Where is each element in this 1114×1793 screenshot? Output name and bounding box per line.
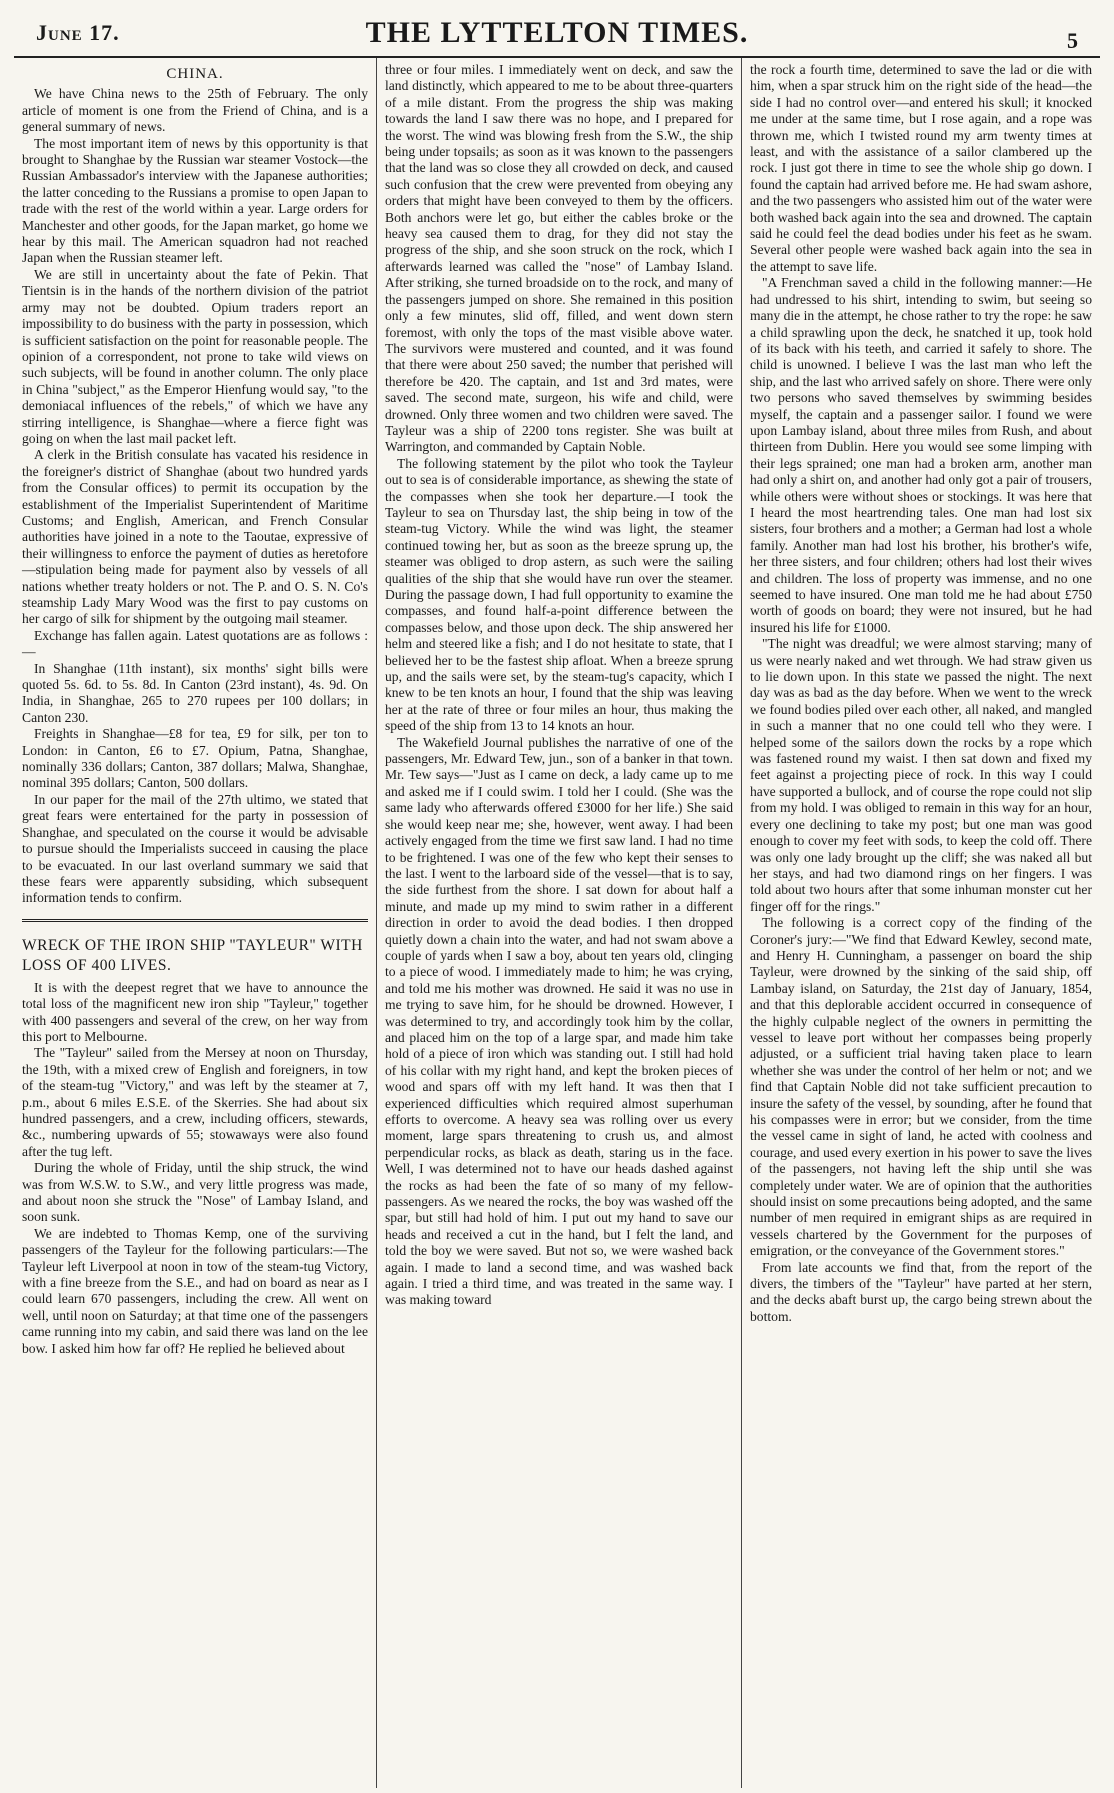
issue-date: June 17. (36, 20, 120, 45)
china-paragraph: We have China news to the 25th of February. The only article of moment is one from the Friend of China, and is a general summary of news. (22, 86, 368, 135)
china-article (22, 86, 368, 906)
china-paragraph: A clerk in the British consulate has vacated his residence in the foreigner's district of Shanghae (about two hundred yards from the Consular offices) to permit its occupation by the establishment of the Imperialist Superintendent of Maritime Customs; and English, American, and French Consular authorities have joined in a note to the Taoutae, expressive of their willingness to enforce the payment of duties as heretofore—stipulation being made for payment also by vessels of all nations whether treaty holders or not. The P. and O. S. N. Co's steamship Lady Mary Wood was the first to pay customs on her cargo of silk for shipment by the outgoing mail steamer. (22, 447, 368, 627)
column-3 (741, 58, 1100, 1788)
china-paragraph: The most important item of news by this opportunity is that brought to Shanghae by the Russian war steamer Vostock—the Russian Ambassador's interview with the Japanese authorities; the latter conceding to the Russians a promise to open Japan to trade with the rest of the world within a year. Large orders for Manchester and other goods, for the Japan market, go home we hear by this mail. The American squadron had not reached Japan when the Russian steamer left. (22, 135, 368, 266)
wreck-paragraph: three or four miles. I immediately went on deck, and saw the land distinctly, which appeared to me to be about three-quarters of a mile distant. From the progress the ship was making towards the land I saw there was no hope, and I prepared for the worst. The wind was blowing fresh from the S.W., the ship being under topsails; as soon as it was known to the passengers that the land was so close they all crowded on deck, and caused such confusion that the crew were prevented from obeying any orders that might have been conveyed to them by the officers. Both anchors were let go, but either the cables broke or the heavy sea caused them to drag, for they did not stay the progress of the ship, and she soon struck on the rock, which I afterwards learned was called the "nose" of Lambay Island. After striking, she turned broadside on to the rock, and many of the passengers jumped on shore. She remained in this position only a few minutes, slid off, filled, and went down stern foremost, with only the tops of the mast visible above water. The survivors were mustered and counted, and it was found that there were about 250 saved; the number that perished will therefore be 420. The captain, and 1st and 3rd mates, were saved. The second mate, surgeon, his wife and child, were drowned. Only three women and two children were saved. The Tayleur was a ship of 2200 tons register. She was built at Warrington, and commanded by Captain Noble. (385, 62, 733, 455)
china-paragraph: We are still in uncertainty about the fate of Pekin. That Tientsin is in the hands of the northern division of the patriot army may not be doubted. Opium traders report an impossibility to do business with the party in possession, which is sufficient satisfaction on the point for reasonable people. The opinion of a correspondent, not prone to take wild views on such subjects, will be found in another column. The only place in China "subject," as the Emperor Hienfung would say, "to the demoniacal influences of the rebels," of which we have any stirring intelligence, is Shanghae—where a fierce fight was going on when the last mail packet left. (22, 266, 368, 446)
page-number: 5 (1067, 28, 1078, 53)
china-paragraph: Exchange has fallen again. Latest quotations are as follows :— (22, 627, 368, 660)
wreck-paragraph: the rock a fourth time, determined to save the lad or die with him, when a spar struck him on the right side of the head—the side I had no control over—and entered his skull; it knocked me under at the same time, but I rose again, and a rope was thrown me, which I twisted round my arm twenty times at least, and with the assistance of a sailor clambered up the rock. I just got there in time to see the whole ship go down. I found the captain had arrived before me. He had swam ashore, and the two passengers who assisted him out of the water were both washed back again into the sea and drowned. The captain said he could feel the dead bodies under his feet as he swam. Several other people were washed back again into the sea in the attempt to save life. (750, 62, 1092, 274)
wreck-paragraph: The following statement by the pilot who took the Tayleur out to sea is of considerable importance, as shewing the state of the compasses when she took her departure.—I took the Tayleur to sea on Thursday last, the ship being in tow of the steam-tug Victory. While the wind was light, the steamer continued towing her, but as soon as the breeze sprung up, the steamer was obliged to drop astern, as such were the sailing qualities of the ship that she would have run over the steamer. During the passage down, I had full opportunity to examine the compasses, and found half-a-point difference between the compasses below, and those upon deck. The ship answered her helm and steered like a fish; and I do not hesitate to state, that I believed her to be the fastest ship afloat. When a breeze sprung up, and the sails were set, by the steam-tug's capacity, which I knew to be ten knots an hour, I found that the ship was leaving her at the rate of three or four miles an hour, thus making the speed of the ship from 13 to 14 knots an hour. (385, 455, 733, 734)
wreck-paragraph: We are indebted to Thomas Kemp, one of the surviving passengers of the Tayleur for the following particulars:—The Tayleur left Liverpool at noon in tow of the steam-tug Victory, with a fine breeze from the S.E., and had on board as near as I could learn 670 passengers, including the crew. All went on well, until noon on Saturday; at that time one of the passengers came running into my cabin, and said there was land on the lee bow. I asked him how far off? He replied he believed about (22, 1225, 368, 1356)
china-paragraph: In Shanghae (11th instant), six months' sight bills were quoted 5s. 6d. to 5s. 8d. In Canton (23rd instant), 4s. 9d. On India, in Shanghae, 265 to 270 rupees per 100 dollars; in Canton 230. (22, 660, 368, 725)
wreck-paragraph: The "Tayleur" sailed from the Mersey at noon on Thursday, the 19th, with a mixed crew of English and foreigners, in tow of the steam-tug "Victory," and was left by the steamer at 7, p.m., about 6 miles E.S.E. of the Skerries. She had about six hundred passengers, and a crew, including officers, stewards, &c., numbering upwards of 55; stowaways were also found after the tug left. (22, 1045, 368, 1159)
wreck-paragraph: From late accounts we find that, from the report of the divers, the timbers of the "Tayleur" have parted at her stern, and the decks abaft burst up, the cargo being strewn about the bottom. (750, 1259, 1092, 1324)
wreck-paragraph: "The night was dreadful; we were almost starving; many of us were nearly naked and wet through. We had straw given us to lie down upon. In this state we passed the night. The next day was as bad as the day before. When we went to the wreck we found bodies piled over each other, all naked, and mangled in such a manner that no one could tell who they were. I helped some of the sailors down the rocks by a rope which was fastened round my waist. I then sat down and fixed my feet against a projecting piece of rock. In this way I could have supported a bullock, and of course the rope could not slip from my hold. I was obliged to remain in this way for an hour, every one declining to take my post; but one man was good enough to cover my feet with sods, to keep the cold off. There was only one lady brought up the cliff; she was naked all but her stays, and had two diamond rings on her fingers. I was told about two hours after that some inhuman monster cut her finger off for the rings." (750, 636, 1092, 914)
wreck-article-part-1 (22, 980, 368, 1357)
wreck-paragraph: It is with the deepest regret that we have to announce the total loss of the magnificent new iron ship "Tayleur," together with 400 passengers and several of the crew, on her way from this port to Melbourne. (22, 979, 368, 1044)
wreck-paragraph: The following is a correct copy of the finding of the Coroner's jury:—"We find that Edward Kewley, second mate, and Henry H. Cunningham, a passenger on board the ship Tayleur, were drowned by the sinking of the said ship, off Lambay island, on Saturday, the 21st day of January, 1854, and that this deplorable accident occurred in consequence of the highly culpable neglect of the owners in permitting the vessel to leave port without her compasses being properly adjusted, or a sufficient trial having taken place to learn whether she was under the control of her helm or not; and we find that Captain Noble did not take sufficient precaution to insure the safety of the vessel, by sounding, after he found that his compasses were in error; but we consider, from the time the vessel came in sight of land, he acted with coolness and courage, and used every exertion in his power to save the lives of the passengers, not having left the ship until she was completely under water. We are of opinion that the authorities should insist on some precautions being adopted, and the same number of men required in emigrant ships as are required in vessels chartered by the Government for the purposes of emigration, or the conveyance of the Government stores." (750, 915, 1092, 1259)
china-heading: CHINA. (166, 66, 224, 82)
china-paragraph: Freights in Shanghae—£8 for tea, £9 for silk, per ton to London: in Canton, £6 to £7. Opium, Patna, Shanghae, nominally 336 dollars; Canton, 387 dollars; Malwa, Shanghae, nominal 395 dollars; Canton, 500 dollars. (22, 726, 368, 791)
columns (14, 58, 1100, 1788)
section-divider (22, 919, 368, 926)
column-1 (14, 58, 376, 1788)
china-paragraph: In our paper for the mail of the 27th ultimo, we stated that great fears were entertained for the party in possession of Shanghae, and speculated on the course it would be advisable to pursue should the Imperialists succeed in causing the place to be evacuated. In our last overland summary we said that these fears were apparently subsiding, which subsequent information tends to confirm. (22, 791, 368, 906)
masthead (14, 6, 1100, 58)
wreck-heading: WRECK OF THE IRON SHIP "TAYLEUR" WITH LOSS OF 400 LIVES. (22, 936, 363, 974)
wreck-paragraph: The Wakefield Journal publishes the narrative of one of the passengers, Mr. Edward Tew, jun., son of a banker in that town. Mr. Tew says—"Just as I came on deck, a lady came up to me and asked me if I could swim. I told her I could. (She was the same lady who afterwards offered £3000 for her life.) She said she would keep near me; she, however, went away. I had been actively engaged from the time we first saw land. I had no time to be frightened. I was one of the few who kept their senses to the last. I went to the larboard side of the vessel—that is to say, the side furthest from the shore. I sat down for about half a minute, and made up my mind to swim rather in a different direction in order to avoid the dead bodies. I then dropped quietly down a chain into the water, and had not swam above a couple of yards when I saw a boy, about ten years old, clinging to a piece of wood. I immediately made to him; he was crying, and told me his mother was drowned. He said it was no use in me trying to save him, for he should be drowned. However, I was determined to try, and accordingly took him by the collar, and placed him on the top of a large spar, and made him take hold of a piece of iron which was standing out. I still had hold of his collar with my right hand, and kept the broken pieces of wood and spars off with my left hand. It was then that I experienced difficulties which required almost superhuman efforts to overcome. A heavy sea was rolling over us every moment, large spars threatening to crush us, and almost perpendicular rocks, as black as death, staring us in the face. Well, I was determined not to have our heads dashed against the rocks as had been the fate of so many of my fellow-passengers. As we neared the rocks, the boy was washed off the spar, but still had hold of him. I put out my hand to save our heads and received a cut in the hand, but I felt the land, and told the boy we were saved. But not so, we were washed back again. I made to land a second time, and was washed back again. I tried a third time, and was treated in the same way. I was making toward (385, 734, 733, 1308)
column-2 (376, 58, 741, 1788)
wreck-paragraph: "A Frenchman saved a child in the following manner:—He had undressed to his shirt, intending to swim, but seeing so many die in the attempt, he chose rather to try the rope: he saw a child sprawling upon the deck, he snatched it up, took hold of its back with his teeth, and carried it safely to shore. The child is unowned. I believe I was the last man who left the ship, and the last who arrived safely on shore. There were only two persons who saved themselves by swimming besides myself, the captain and a passenger sailor. I found we were upon Lambay island, about three miles from Rush, and about thirteen from Dublin. Here you would see some limping with their legs sprained; one man had a broken arm, another man had only a shirt on, and another had only got a pair of trousers, while others were without shoes or stockings. It was here that I heard the most heartrending tales. One man had lost six sisters, four brothers and a mother; a German had lost a whole family. Another man had lost his brother, his brother's wife, her three sisters, and four children; others had lost their wives and children. The loss of property was immense, and no one seemed to have insured. One man told me he had about £750 worth of goods on board; they were not insured, but he had insured his life for £1000. (750, 275, 1092, 635)
newspaper-title: THE LYTTELTON TIMES. (365, 16, 749, 49)
wreck-paragraph: During the whole of Friday, until the ship struck, the wind was from W.S.W. to S.W., and very little progress was made, and about noon she struck the "Nose" of Lambay Island, and soon sunk. (22, 1160, 368, 1225)
